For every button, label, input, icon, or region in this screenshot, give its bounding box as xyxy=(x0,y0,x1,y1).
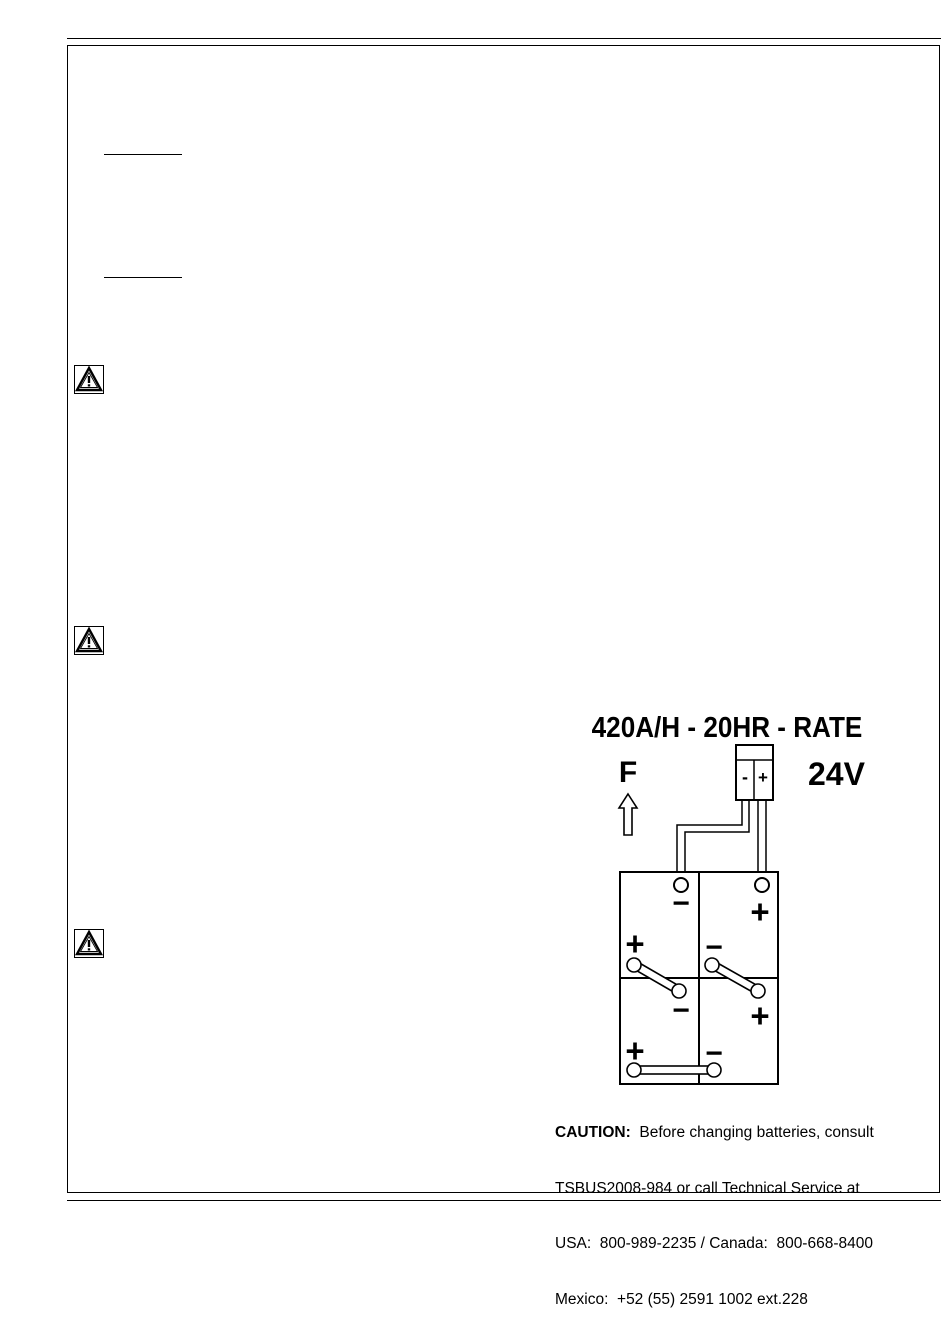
caution-note xyxy=(555,1087,915,1328)
battery-1-post-plus-label: + xyxy=(625,925,645,962)
battery-2-post-minus-label: − xyxy=(705,931,723,964)
top-rule xyxy=(67,38,941,39)
heading-underline-1 xyxy=(104,154,182,155)
battery-3-minus-label: − xyxy=(672,994,690,1027)
warning-icon xyxy=(74,365,104,394)
battery-2-plus-label: + xyxy=(750,893,770,930)
battery-connector xyxy=(736,745,773,800)
connector-plus-label: + xyxy=(758,768,768,787)
battery-4-plus-label: + xyxy=(750,997,770,1034)
battery-rating-label: 420A/H - 20HR - RATE xyxy=(591,710,863,744)
heading-underline-2 xyxy=(104,277,182,278)
caution-lead: CAUTION: xyxy=(555,1124,631,1141)
battery-wiring-diagram xyxy=(590,705,880,1095)
front-arrow-icon xyxy=(619,794,637,835)
connector-minus-label: - xyxy=(742,767,748,787)
caution-line-1: Before changing batteries, consult xyxy=(630,1124,874,1141)
warning-icon xyxy=(74,929,104,958)
battery-3-bottom-plus-label: + xyxy=(625,1032,645,1069)
battery-4-bottom-minus-label: − xyxy=(705,1037,723,1070)
caution-line-2: TSBUS2008-984 or call Technical Service at xyxy=(555,1179,860,1197)
caution-line-4: Mexico: +52 (55) 2591 1002 ext.228 xyxy=(555,1290,808,1308)
warning-icon xyxy=(74,626,104,655)
positive-cable xyxy=(758,800,766,877)
front-direction-label: F xyxy=(618,756,638,789)
voltage-label: 24V xyxy=(808,756,865,792)
caution-line-3: USA: 800-989-2235 / Canada: 800-668-8400 xyxy=(555,1235,873,1252)
battery-1-minus-label: − xyxy=(672,887,690,920)
negative-cable xyxy=(677,800,749,877)
